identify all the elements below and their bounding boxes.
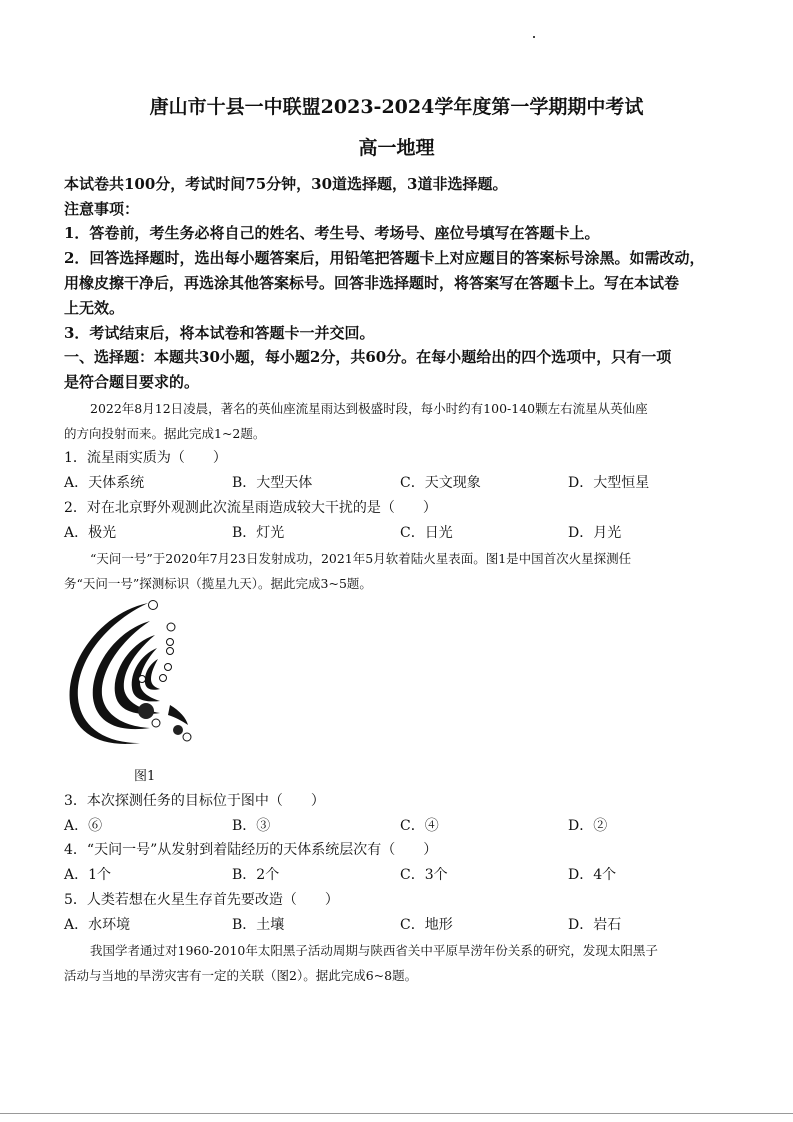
question-2-option-a: A．极光 xyxy=(64,525,117,541)
orbit-marker-4 xyxy=(167,623,175,631)
question-3-option-b: B．③ xyxy=(232,818,271,834)
orbit-marker-2 xyxy=(139,676,146,683)
question-3-stem: 3．本次探测任务的目标位于图中（ ） xyxy=(64,793,325,809)
orbit-marker-5 xyxy=(152,719,160,727)
question-2-option-c: C．日光 xyxy=(400,525,453,541)
section-heading-line-1: 一、选择题：本题共30小题，每小题2分，共60分。在每小题给出的四个选项中，只有一项 xyxy=(64,348,672,366)
figure-1-caption: 图1 xyxy=(134,769,156,784)
orbit-marker-7b xyxy=(183,733,191,741)
passage-1-line-1: 2022年8月12日凌晨，著名的英仙座流星雨达到极盛时段，每小时约有100-140颗左右流星从英仙座 xyxy=(90,401,648,416)
orbit-marker-6 xyxy=(167,639,174,646)
question-1-option-b: B．大型天体 xyxy=(232,475,313,491)
question-5-option-d: D．岩石 xyxy=(568,917,622,933)
question-1-option-c: C．天文现象 xyxy=(400,475,481,491)
question-5-option-a: A．水环境 xyxy=(64,917,131,933)
question-3-option-d: D．② xyxy=(568,818,608,834)
passage-1-line-2: 的方向投射而来。据此完成1~2题。 xyxy=(64,426,266,441)
exam-subtitle: 高一地理 xyxy=(358,137,435,159)
notice-item-1: 1．答卷前，考生务必将自己的姓名、考生号、考场号、座位号填写在答题卡上。 xyxy=(64,224,600,242)
question-4-option-b: B．2个 xyxy=(232,867,280,883)
question-4-option-d: D．4个 xyxy=(568,867,617,883)
passage-3-line-2: 活动与当地的旱涝灾害有一定的关联（图2）。据此完成6~8题。 xyxy=(64,968,418,983)
planet-small-dot xyxy=(173,725,183,735)
question-5-option-b: B．土壤 xyxy=(232,917,285,933)
question-5-stem: 5．人类若想在火星生存首先要改造（ ） xyxy=(64,892,339,908)
notice-item-3: 3．考试结束后，将本试卷和答题卡一并交回。 xyxy=(64,324,375,342)
question-3-option-c: C．④ xyxy=(400,818,439,834)
question-4-option-c: C．3个 xyxy=(400,867,448,883)
exam-intro: 本试卷共100分，考试时间75分钟，30道选择题，3道非选择题。 xyxy=(64,175,508,193)
section-heading-line-2: 是符合题目要求的。 xyxy=(64,373,200,391)
notice-item-2-line-1: 2．回答选择题时，选出每小题答案后，用铅笔把答题卡上对应题目的答案标号涂黑。如需改动， xyxy=(64,249,705,267)
notice-heading: 注意事项： xyxy=(64,200,140,218)
planet-dark-dot xyxy=(138,703,154,719)
question-2-stem: 2．对在北京野外观测此次流星雨造成较大干扰的是（ ） xyxy=(64,500,437,516)
question-5-option-c: C．地形 xyxy=(400,917,453,933)
orbit-marker-1 xyxy=(167,648,174,655)
question-1-option-d: D．大型恒星 xyxy=(568,475,650,491)
passage-2-line-1: “天问一号”于2020年7月23日发射成功，2021年5月软着陆火星表面。图1是中国首次火星探测任 xyxy=(90,551,632,566)
question-3-option-a: A．⑥ xyxy=(64,818,103,834)
question-4-option-a: A．1个 xyxy=(64,867,112,883)
scan-speck xyxy=(533,36,535,38)
notice-item-2-line-2: 用橡皮擦干净后，再选涂其他答案标号。回答非选择题时，将答案写在答题卡上。写在本试卷 xyxy=(64,274,680,292)
question-2-option-d: D．月光 xyxy=(568,525,622,541)
orbit-marker-8 xyxy=(149,601,158,610)
figure-1-tianwen-logo xyxy=(60,593,200,753)
exam-title: 唐山市十县一中联盟2023-2024学年度第一学期期中考试 xyxy=(149,96,644,118)
question-1-stem: 1．流星雨实质为（ ） xyxy=(64,450,227,466)
orbit-marker-3 xyxy=(160,675,167,682)
question-4-stem: 4．“天问一号”从发射到着陆经历的天体系统层次有（ ） xyxy=(64,842,438,858)
passage-2-line-2: 务“天问一号”探测标识（揽星九天）。据此完成3~5题。 xyxy=(64,576,372,591)
passage-3-line-1: 我国学者通过对1960-2010年太阳黑子活动周期与陕西省关中平原旱涝年份关系的研究，发现太阳黑子 xyxy=(90,943,658,958)
notice-item-2-line-3: 上无效。 xyxy=(64,299,125,317)
orbit-marker-7a xyxy=(165,664,172,671)
question-2-option-b: B．灯光 xyxy=(232,525,285,541)
question-1-option-a: A．天体系统 xyxy=(64,475,145,491)
page-bottom-rule xyxy=(0,1113,793,1114)
